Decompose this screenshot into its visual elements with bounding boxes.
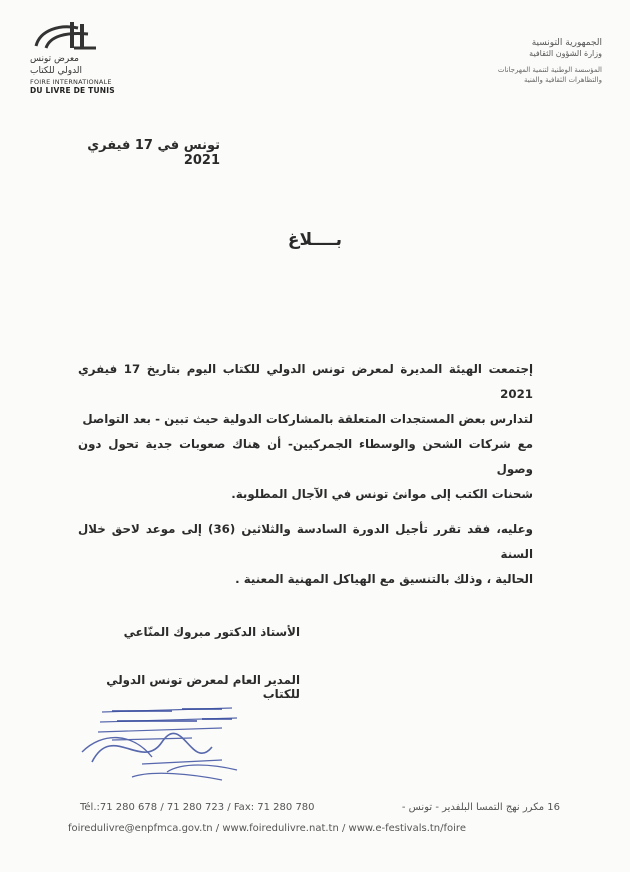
body-line: شحنات الكتب إلى موانئ تونس في الآجال المطلوبة.	[231, 487, 533, 501]
logo-french-line1: FOIRE INTERNATIONALE	[30, 78, 112, 86]
logo-arabic-line1: معرض تونس	[30, 54, 80, 64]
foire-logo	[30, 20, 140, 95]
body-line: الحالية ، وذلك بالتنسيق مع الهياكل المهنية المعنية .	[235, 572, 533, 586]
ministry-line: وزارة الشؤون الثقافية	[529, 49, 602, 58]
signatory-name: الأستاذ الدكتور مبروك المنّاعي	[123, 625, 300, 639]
foire-logo-icon	[30, 20, 100, 52]
institution-line2: والتظاهرات الثقافية والفنية	[523, 76, 602, 84]
logo-french-line2: DU LIVRE DE TUNIS	[30, 86, 115, 95]
republic-line: الجمهورية التونسية	[531, 38, 602, 48]
official-stamp-signature	[72, 702, 262, 787]
ministry-header	[462, 38, 602, 85]
paragraph-2	[78, 517, 533, 592]
body-line: وعليه، فقد تقرر تأجيل الدورة السادسة والثلاثين (36) إلى موعد لاحق خلال السنة	[78, 522, 533, 561]
body-line: لتدارس بعض المستجدات المتعلقة بالمشاركات الدولية حيث تبين - بعد التواصل	[82, 412, 533, 426]
letter-title: بــــلاغ	[287, 230, 343, 250]
letter-body	[78, 357, 533, 592]
logo-arabic-line2: الدولي للكتاب	[30, 66, 83, 76]
signatory-role: المدير العام لمعرض تونس الدولي للكتاب	[106, 673, 300, 701]
footer-phone-fax: Tél.:71 280 678 / 71 280 723 / Fax: 71 280 780	[80, 802, 315, 813]
letter-date: تونس في 17 فيفري 2021	[87, 138, 220, 168]
paragraph-1	[78, 357, 533, 507]
body-line: إجتمعت الهيئة المديرة لمعرض تونس الدولي للكتاب اليوم بتاريخ 17 فيفري 2021	[78, 362, 533, 401]
body-line: مع شركات الشحن والوسطاء الجمركيين- أن هناك صعوبات جدية تحول دون وصول	[78, 437, 533, 476]
footer-address: 16 مكرر نهج التمسا البلفدير - تونس -	[401, 802, 560, 813]
institution-line1: المؤسسة الوطنية لتنمية المهرجانات	[497, 66, 602, 74]
footer-web: foiredulivre@enpfmca.gov.tn / www.foiredulivre.nat.tn / www.e-festivals.tn/foire	[68, 823, 466, 834]
